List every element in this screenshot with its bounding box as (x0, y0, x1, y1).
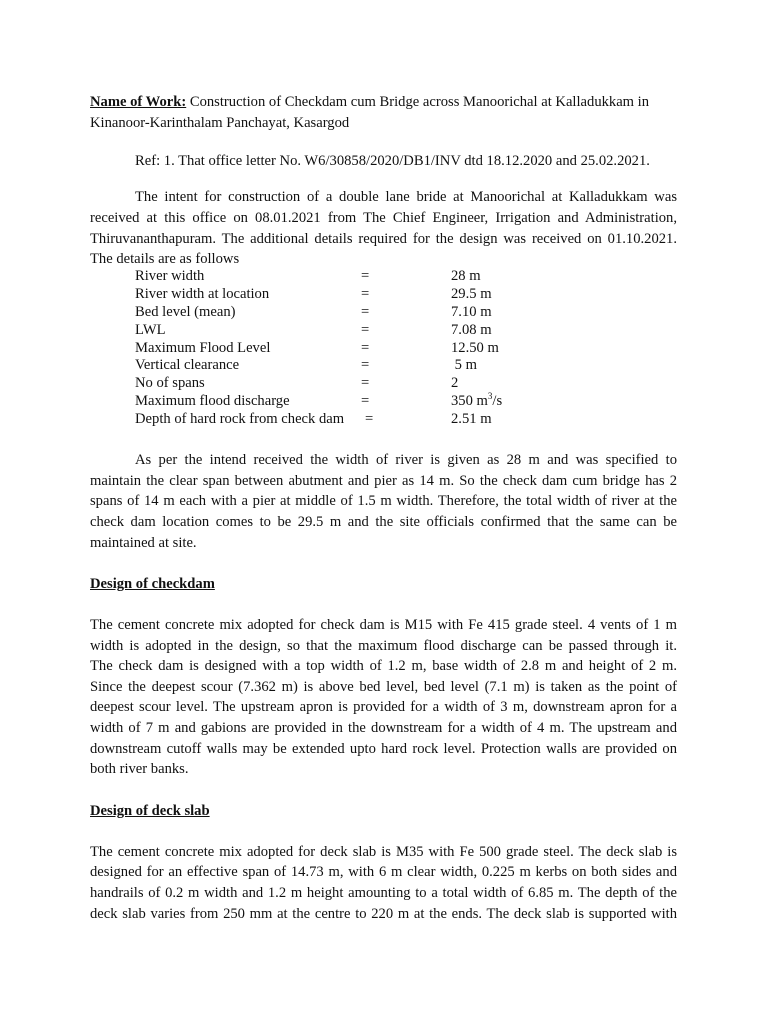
cubic-superscript: 3 (487, 391, 493, 402)
details-equals: = (361, 285, 370, 302)
intro-line-4: The details are as follows (90, 251, 240, 267)
details-value: 7.10 m (451, 303, 492, 320)
span-para-line-1: As per the intend received the width of river is given as 28 m and was specified to (135, 452, 677, 468)
checkdam-line-2: width is adopted in the design, so that the maximum flood discharge can be passed through it. (90, 638, 677, 654)
details-value: 29.5 m (451, 285, 492, 302)
details-label: Bed level (mean) (135, 303, 236, 320)
details-label: River width at location (135, 285, 270, 302)
checkdam-heading (90, 574, 215, 594)
discharge-value: 350 m (451, 393, 488, 410)
deckslab-line-1: The cement concrete mix adopted for deck slab is M35 with Fe 500 grade steel. The deck slab is (90, 844, 677, 860)
intro-line-3: Thiruvananthapuram. The additional details required for the design was received on 01.10.2021. (90, 231, 677, 247)
span-para-line-3: spans of 14 m each with a pier at middle of 1.5 m width. Therefore, the total width of river at the (90, 493, 677, 509)
span-para-line-5: maintained at site. (90, 535, 197, 551)
details-label: No of spans (135, 375, 205, 392)
details-value: 28 m (451, 268, 481, 284)
details-label: Vertical clearance (135, 357, 240, 374)
details-value: 5 m (451, 357, 477, 374)
intro-line-2: received at this office on 08.01.2021 from The Chief Engineer, Irrigation and Administration, (90, 210, 677, 226)
details-equals: = (361, 268, 370, 284)
details-equals: = (361, 357, 370, 374)
checkdam-line-3: The check dam is designed with a top width of 1.2 m, base width of 2.8 m and height of 2 m. (90, 658, 677, 674)
checkdam-line-1: The cement concrete mix adopted for check dam is M15 with Fe 415 grade steel. 4 vents of 1 m (90, 617, 677, 633)
details-label: River width (135, 268, 205, 284)
details-value (451, 393, 502, 411)
deckslab-line-3: handrails of 0.2 m width and 1.2 m height amounting to a total width of 6.85 m. The depth of the (90, 885, 677, 901)
details-value: 2 (451, 375, 459, 392)
details-equals: = (361, 303, 370, 320)
deckslab-line-4: deck slab varies from 250 mm at the centre to 220 m at the ends. The deck slab is supported with (90, 906, 677, 922)
details-equals: = (361, 393, 370, 410)
checkdam-line-6: width of 7 m and gabions are provided in the downstream for a width of 4 m. The upstream and (90, 720, 677, 736)
intro-line-1: The intent for construction of a double lane bride at Manoorichal at Kalladukkam was (135, 189, 677, 205)
checkdam-line-8: both river banks. (90, 761, 189, 777)
deckslab-heading-text: Design of deck slab (90, 803, 210, 819)
details-equals: = (365, 411, 374, 428)
details-equals: = (361, 339, 370, 356)
checkdam-line-5: deepest scour level. The upstream apron is provided for a width of 3 m, downstream apron for a (90, 699, 677, 715)
deckslab-heading (90, 801, 210, 821)
checkdam-heading-text: Design of checkdam (90, 576, 215, 592)
discharge-unit-suffix: /s (492, 393, 503, 410)
name-of-work-label: Name of Work: (90, 94, 187, 110)
name-of-work-text: Construction of Checkdam cum Bridge across Manoorichal at Kalladukkam in (186, 94, 650, 110)
reference-line: Ref: 1. That office letter No. W6/30858/2020/DB1/INV dtd 18.12.2020 and 25.02.2021. (135, 153, 650, 169)
details-equals: = (361, 321, 370, 338)
name-of-work-line-2: Kinanoor-Karinthalam Panchayat, Kasargod (90, 115, 350, 131)
details-label: Maximum Flood Level (135, 339, 271, 356)
details-value: 12.50 m (451, 339, 499, 356)
details-value: 7.08 m (451, 321, 492, 338)
checkdam-line-7: downstream cutoff walls may be extended upto hard rock level. Protection walls are provided on (90, 741, 677, 757)
span-para-line-2: maintain the clear span between abutment and pier as 14 m. So the check dam cum bridge has 2 (90, 473, 677, 489)
checkdam-line-4: Since the deepest scour (7.362 m) is above bed level, bed level (7.1 m) is taken as the point of (90, 679, 677, 695)
deckslab-line-2: designed for an effective span of 14.73 m, with 6 m clear width, 0.225 m kerbs on both sides and (90, 864, 677, 880)
name-of-work-line (90, 92, 649, 112)
details-value: 2.51 m (451, 411, 492, 428)
span-para-line-4: check dam location comes to be 29.5 m and the site officials confirmed that the same can be (90, 514, 677, 530)
details-label: Depth of hard rock from check dam (135, 411, 345, 428)
details-label: Maximum flood discharge (135, 393, 290, 410)
details-label: LWL (135, 321, 166, 338)
details-equals: = (361, 375, 370, 392)
